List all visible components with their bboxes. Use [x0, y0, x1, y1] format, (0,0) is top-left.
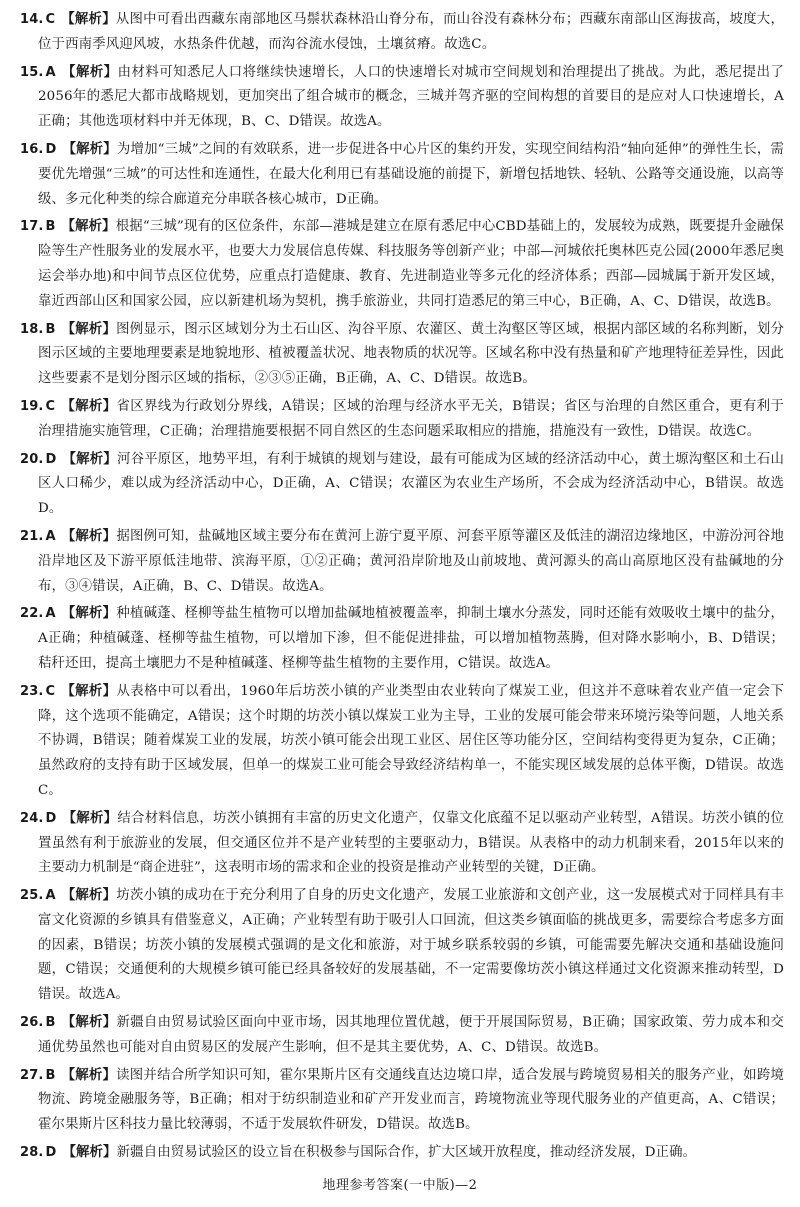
answer-letter: D: [45, 141, 57, 157]
analysis-tag: 【解析】: [61, 219, 116, 235]
analysis-text: 据图例可知，盐碱地区域主要分布在黄河上游宁夏平原、河套平原等灌区及低洼的湖沼边缘地区，中游汾河谷地沿岸地区及下游平原低洼地带、滨海平原，①②正确；黄河沿岸阶地及山前坡地、黄河源头的高山高原地区没有盐碱地的分布，③④错误，A正确，B、C、D错误。故选A。: [38, 528, 784, 594]
analysis-tag: 【解析】: [62, 451, 117, 467]
question-number: 18.: [20, 321, 44, 337]
analysis-text: 坊茨小镇的成功在于充分利用了自身的历史文化遗产，发展工业旅游和文创产业，这一发展模式对于同样具有丰富文化资源的乡镇具有借鉴意义，A正确；产业转型有助于吸引人口回流，但这类乡镇面临的挑战更多，需要综合考虑多方面的因素，B错误；坊茨小镇的发展模式强调的是文化和旅游，对于城乡联系较弱的乡镇，可能需要先解决交通和基础设施问题，C错误；交通便利的大规模乡镇可能已经具备较好的发展基础，不一定需要像坊茨小镇这样通过文化资源来推动转型，D错误。故选A。: [38, 888, 784, 1003]
analysis-tag: 【解析】: [62, 810, 118, 826]
analysis-tag: 【解析】: [61, 12, 116, 27]
question-number: 24.: [20, 810, 44, 826]
answer-item: [20, 8, 784, 58]
analysis-text: 新疆自由贸易试验区的设立旨在积极参与国际合作，扩大区域开放程度，推动经济发展，D正确。: [116, 1145, 697, 1161]
answer-letter: D: [45, 1145, 57, 1161]
question-number: 21.: [20, 528, 44, 544]
answer-letter: B: [45, 321, 56, 337]
answer-letter: C: [45, 12, 56, 27]
analysis-text: 河谷平原区，地势平坦，有利于城镇的规划与建设，最有可能成为区域的经济活动中心，黄土塬沟壑区和土石山区人口稀少，难以成为经济活动中心，D正确，A、C错误；农灌区为农业生产场所，不会成为经济活动中心，B错误。故选D。: [38, 451, 784, 517]
analysis-text: 根据“三城”现有的区位条件，东部—港城是建立在原有悉尼中心CBD基础上的，发展较为成熟，既要提升金融保险等生产性服务业的发展水平，也要大力发展信息传媒、科技服务等创新产业；中部—河城依托奥林匹克公园(2000年悉尼奥运会举办地)和中间节点区位优势，应重点打造健康、教育、先进制造业等多元化的经济体系；西部—园城属于新开发区域，靠近西部山区和国家公园，应以新建机场为契机，携手旅游业，共同打造悉尼的第三中心，B正确，A、C、D错误，故选B。: [38, 219, 784, 309]
question-number: 14.: [20, 12, 44, 27]
question-number: 19.: [20, 398, 44, 414]
question-number: 25.: [20, 888, 44, 904]
analysis-tag: 【解析】: [62, 141, 117, 157]
answer-list: [20, 8, 784, 1166]
answer-item: [20, 318, 784, 392]
analysis-tag: 【解析】: [61, 888, 117, 904]
analysis-text: 从图中可看出西藏东南部地区马鬃状森林沿山脊分布，而山谷没有森林分布；西藏东南部山区海拔高，坡度大，位于西南季风迎风坡，水热条件优越，而沟谷流水侵蚀，土壤贫瘠。故选C。: [38, 12, 784, 52]
answer-item: [20, 448, 784, 522]
analysis-text: 省区界线为行政划分界线，A错误；区域的治理与经济水平无关，B错误；省区与治理的自然区重合，更有利于治理措施实施管理，C正确；治理措施要根据不同自然区的生态问题采取相应的措施，措施没有一致性，D错误。故选C。: [38, 398, 784, 439]
answer-item: [20, 1141, 784, 1166]
analysis-text: 读图并结合所学知识可知，霍尔果斯片区有交通线直达边境口岸，适合发展与跨境贸易相关的服务产业，如跨境物流、跨境金融服务等，B正确；相对于纺织制造业和矿产开发业而言，跨境物流业等现代服务业的产值更高，A、C错误；霍尔果斯片区科技力量比较薄弱，不适于发展软件研发，D错误。故选B。: [38, 1067, 784, 1133]
analysis-text: 新疆自由贸易试验区面向中亚市场，因其地理位置优越，便于开展国际贸易，B正确；国家政策、劳力成本和交通优势虽然也可能对自由贸易区的发展产生影响，但不是其主要优势，A、C、D错误。故选B。: [38, 1015, 784, 1055]
question-number: 28.: [20, 1145, 44, 1161]
analysis-tag: 【解析】: [61, 528, 117, 544]
answer-letter: A: [45, 528, 56, 544]
answer-letter: B: [45, 1067, 56, 1083]
answer-item: [20, 138, 784, 212]
analysis-tag: 【解析】: [61, 1015, 117, 1031]
answer-item: [20, 215, 784, 314]
answer-item: [20, 807, 784, 881]
answer-letter: A: [45, 606, 56, 622]
analysis-tag: 【解析】: [61, 683, 117, 699]
question-number: 16.: [20, 141, 44, 157]
question-number: 26.: [20, 1015, 44, 1031]
answer-item: [20, 884, 784, 1008]
page-footer: 地理参考答案(一中版)—2: [322, 1178, 478, 1193]
question-number: 22.: [20, 606, 44, 622]
analysis-text: 为增加“三城”之间的有效联系，进一步促进各中心片区的集约开发，实现空间结构沿“轴向延伸”的弹性生长，需要优先增强“三城”的可达性和连通性，在最大化利用已有基础设施的前提下，新增包括地铁、轻轨、公路等交通设施，以高等级、多元化种类的综合廊道充分串联各核心城市，D正确。: [38, 141, 784, 207]
question-number: 27.: [20, 1067, 44, 1083]
analysis-text: 种植碱蓬、柽柳等盐生植物可以增加盐碱地植被覆盖率，抑制土壤水分蒸发，同时还能有效吸收土壤中的盐分，A正确；种植碱蓬、柽柳等盐生植物，可以增加下渗，但不能促进排盐，可以增加植物蒸腾，但对降水影响小，B、D错误；秸秆还田，提高土壤肥力不是种植碱蓬、柽柳等盐生植物的主要作用，C错误。故选A。: [38, 606, 784, 671]
analysis-text: 从表格中可以看出，1960年后坊茨小镇的产业类型由农业转向了煤炭工业，但这并不意味着农业产值一定会下降，这个选项不能确定，A错误；这个时期的坊茨小镇以煤炭工业为主导，工业的发展可能会带来环境污染等问题，人地关系不协调，B错误；随着煤炭工业的发展，坊茨小镇可能会出现工业区、居住区等功能分区，空间结构变得更为复杂，C正确；虽然政府的支持有助于区域发展，但单一的煤炭工业可能会导致经济结构单一，不能实现区域发展的总体平衡，D错误。故选C。: [38, 683, 784, 798]
analysis-tag: 【解析】: [61, 321, 117, 337]
answer-letter: C: [45, 683, 56, 699]
question-number: 23.: [20, 683, 44, 699]
question-number: 17.: [20, 219, 44, 235]
answer-item: [20, 525, 784, 599]
question-number: 15.: [20, 64, 44, 80]
answer-letter: B: [45, 219, 56, 235]
answer-letter: C: [45, 398, 56, 414]
answer-letter: A: [45, 888, 56, 904]
analysis-tag: 【解析】: [61, 398, 117, 414]
analysis-tag: 【解析】: [61, 1067, 117, 1083]
analysis-tag: 【解析】: [61, 64, 118, 80]
answer-letter: D: [45, 451, 57, 467]
answer-item: [20, 61, 784, 135]
answer-item: [20, 1064, 784, 1138]
answer-item: [20, 680, 784, 804]
analysis-text: 图例显示，图示区域划分为土石山区、沟谷平原、农灌区、黄土沟壑区等区域，根据内部区域的名称判断，划分图示区域的主要地理要素是地貌地形、植被覆盖状况、地表物质的状况等。区域名称中没有热量和矿产地理特征差异性，因此这些要素不是划分图示区域的指标，②③⑤正确，B正确，A、C、D错误。故选B。: [38, 321, 784, 387]
answer-item: [20, 1011, 784, 1061]
answer-item: [20, 602, 784, 676]
answer-letter: D: [45, 810, 57, 826]
answer-item: [20, 395, 784, 445]
question-number: 20.: [20, 451, 44, 467]
analysis-tag: 【解析】: [62, 1145, 117, 1161]
analysis-text: 结合材料信息，坊茨小镇拥有丰富的历史文化遗产，仅靠文化底蕴不足以驱动产业转型，A错误。坊茨小镇的位置虽然有利于旅游业的发展，但交通区位并不是产业转型的主要驱动力，B错误。从表格中的动力机制来看，2015年以来的主要动力机制是“商企进驻”，这表明市场的需求和企业的投资是推动产业转型的关键，D正确。: [38, 810, 784, 876]
analysis-tag: 【解析】: [61, 606, 117, 622]
answer-letter: B: [45, 1015, 56, 1031]
answer-letter: A: [45, 64, 56, 80]
analysis-text: 由材料可知悉尼人口将继续快速增长，人口的快速增长对城市空间规划和治理提出了挑战。为此，悉尼提出了2056年的悉尼大都市战略规划，更加突出了组合城市的概念，三城并驾齐驱的空间构想的首要目的是应对人口快速增长，A正确；其他选项材料中并无体现，B、C、D错误。故选A。: [38, 64, 784, 130]
